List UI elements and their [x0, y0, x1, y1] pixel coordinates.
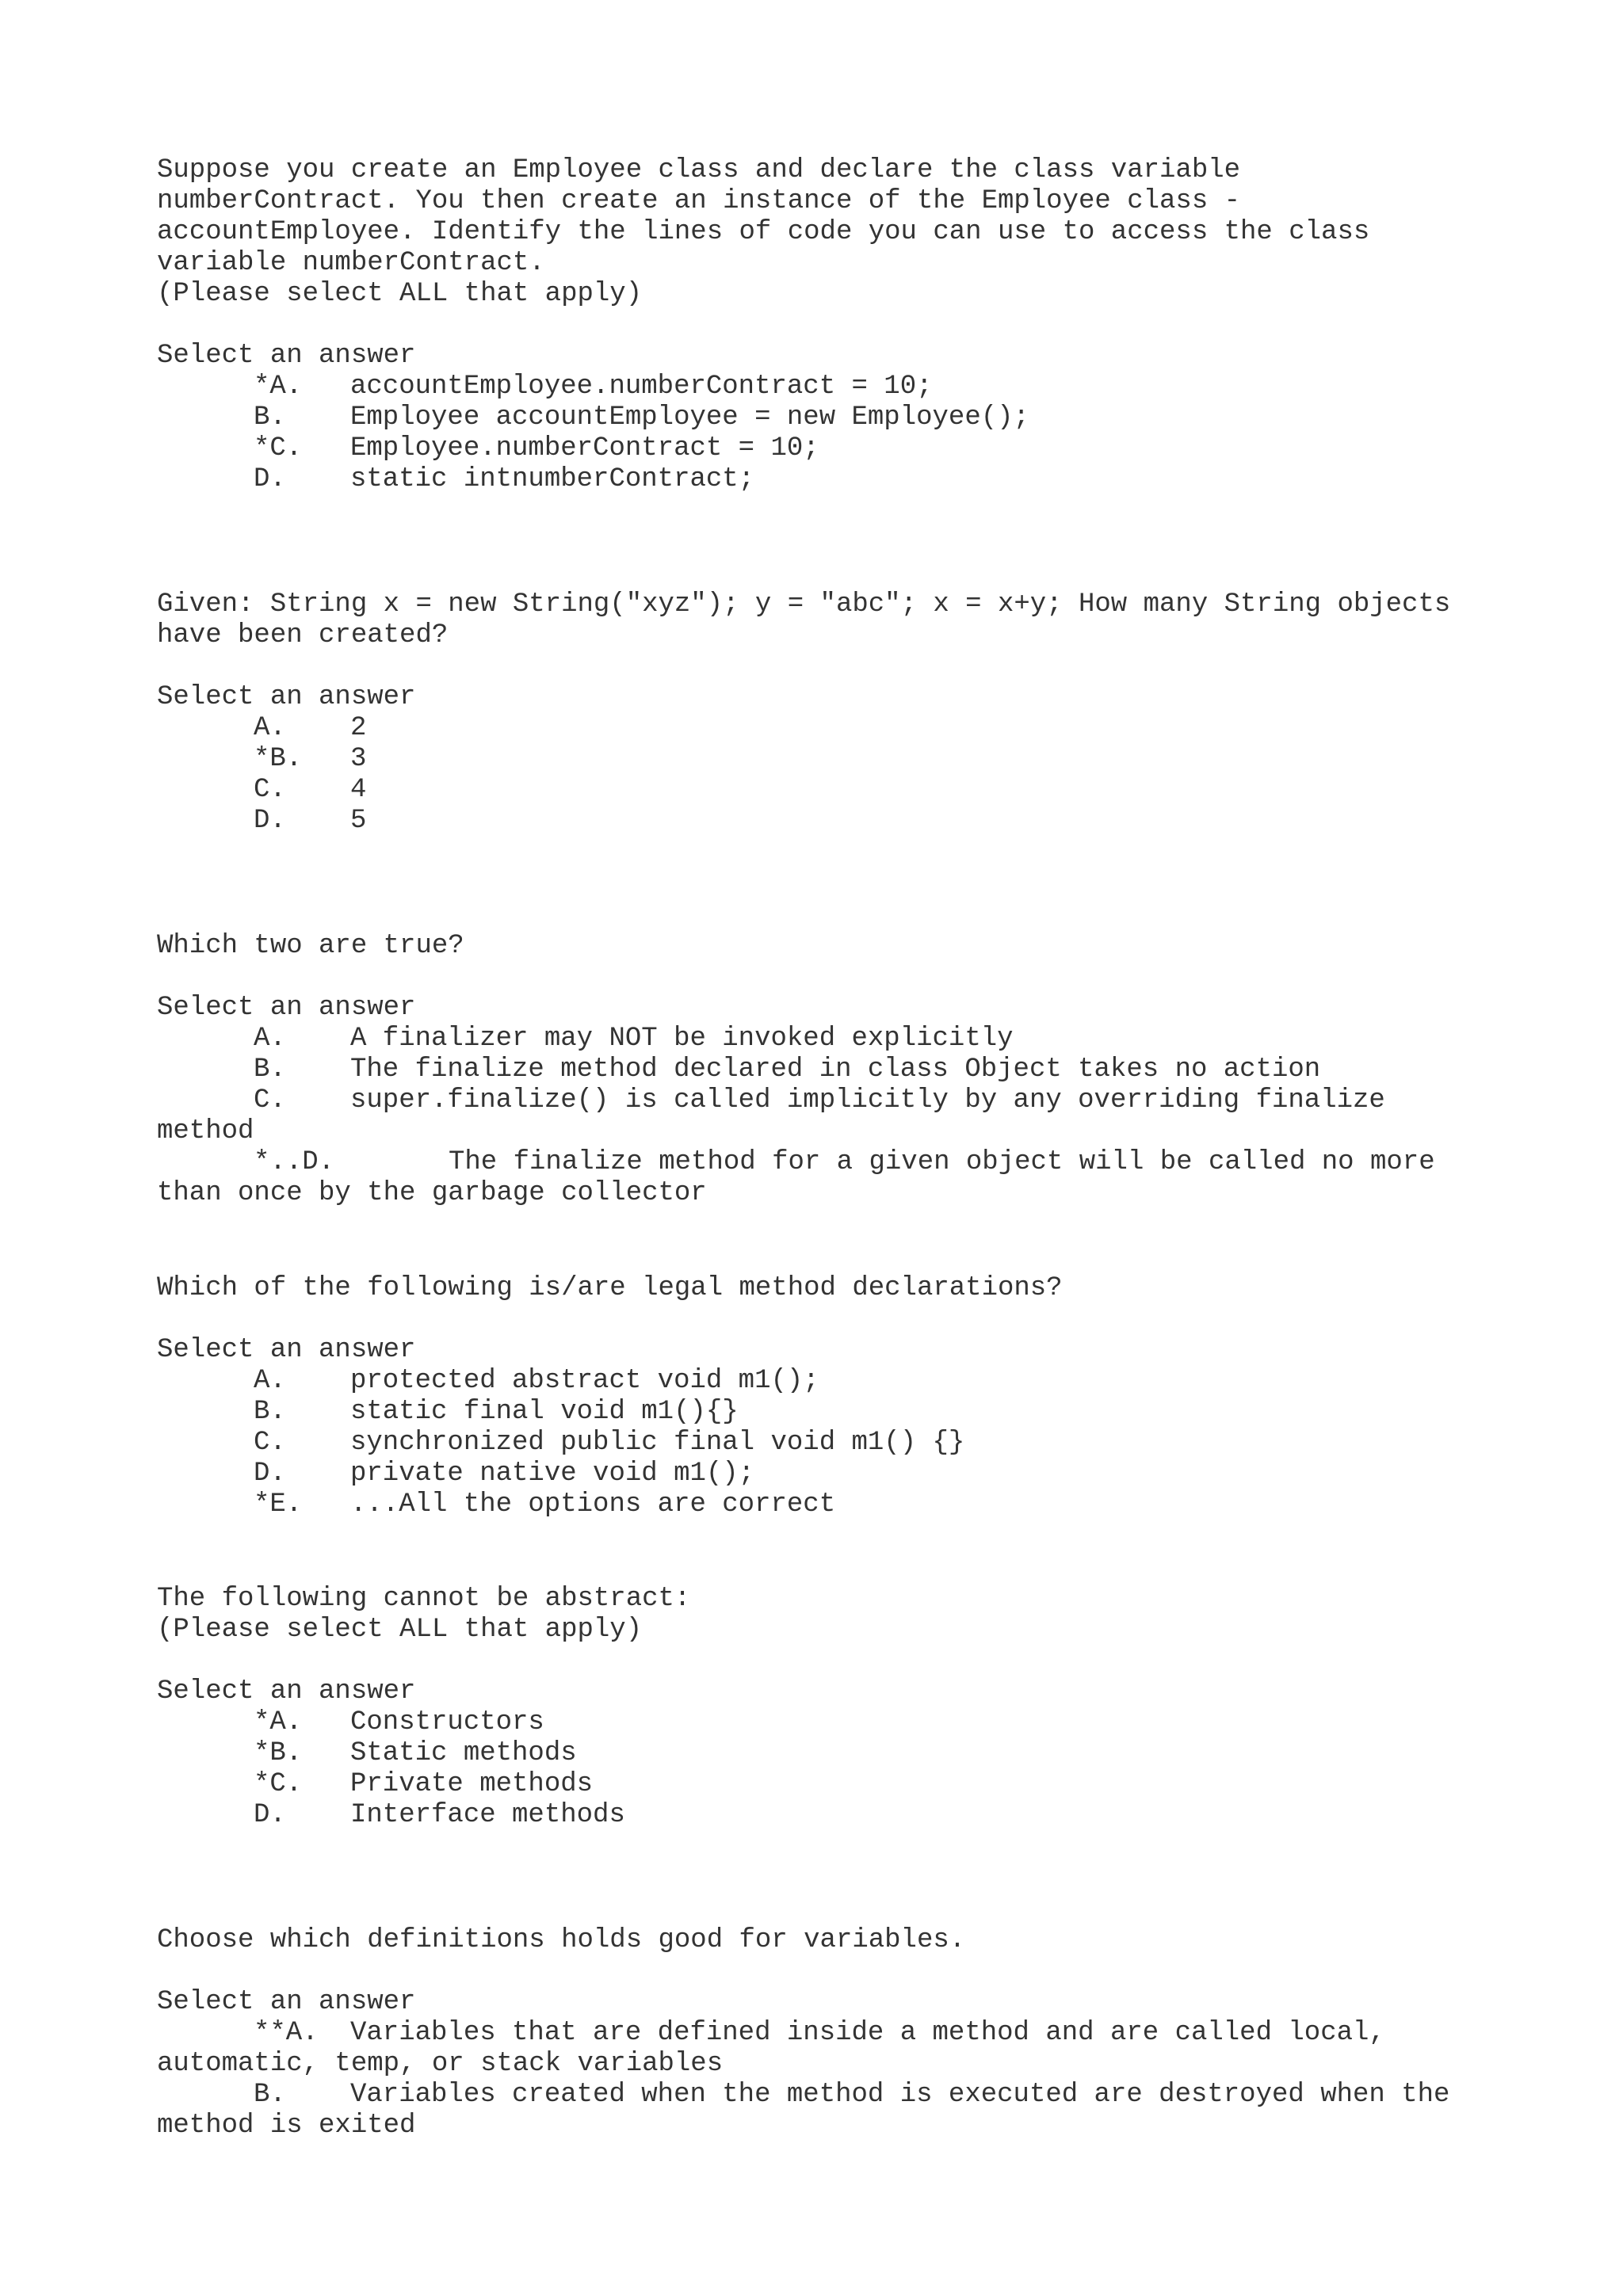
option-marker: D. — [254, 1459, 286, 1489]
option-text: accountEmployee.numberContract = 10; — [350, 372, 933, 402]
option-marker: C. — [254, 1428, 286, 1458]
option-text: 5 — [350, 806, 367, 836]
question-text-line: numberContract. You then create an instance of the Employee class - — [157, 186, 1241, 216]
option-marker: **A. — [254, 2018, 319, 2048]
option-marker: B. — [254, 1055, 286, 1085]
option-text: private native void m1(); — [350, 1459, 755, 1489]
question-text-line: accountEmployee. Identify the lines of code you can use to access the class — [157, 217, 1370, 247]
option-marker: *C. — [254, 433, 303, 463]
option-text: Employee accountEmployee = new Employee(); — [350, 402, 1029, 433]
option-marker: *B. — [254, 744, 303, 774]
question-text-line: Suppose you create an Employee class and declare the class variable — [157, 155, 1241, 185]
option-text: A finalizer may NOT be invoked explicitly — [350, 1024, 1014, 1054]
question-text-line: Choose which definitions holds good for variables. — [157, 1925, 966, 1955]
option-text: Variables that are defined inside a method and are called local, — [350, 2018, 1385, 2048]
question-text-line: Which of the following is/are legal method declarations? — [157, 1273, 1063, 1303]
option-marker: A. — [254, 1024, 286, 1054]
option-marker: D. — [254, 1800, 286, 1830]
option-marker: *A. — [254, 1707, 303, 1737]
option-marker: *A. — [254, 372, 303, 402]
option-text: Variables created when the method is executed are destroyed when the — [350, 2080, 1450, 2110]
option-marker: B. — [254, 402, 286, 433]
option-marker: *B. — [254, 1738, 303, 1768]
option-marker: A. — [254, 713, 286, 743]
option-marker: B. — [254, 1397, 286, 1427]
option-text: protected abstract void m1(); — [350, 1366, 819, 1396]
option-text: Static methods — [350, 1738, 577, 1768]
option-text: synchronized public final void m1() {} — [350, 1428, 965, 1458]
select-answer-label: Select an answer — [157, 1335, 416, 1365]
option-text: static intnumberContract; — [350, 464, 755, 494]
select-answer-label: Select an answer — [157, 993, 416, 1023]
option-text-wrap: automatic, temp, or stack variables — [157, 2049, 724, 2079]
option-text: The finalize method for a given object will be called no more — [449, 1147, 1435, 1177]
select-answer-label: Select an answer — [157, 1676, 416, 1707]
option-marker: A. — [254, 1366, 286, 1396]
option-text: 3 — [350, 744, 367, 774]
option-text: 2 — [350, 713, 367, 743]
question-text-line: Given: String x = new String("xyz"); y = "abc"; x = x+y; How many String objects — [157, 589, 1451, 620]
question-text-line: variable numberContract. — [157, 248, 545, 278]
option-marker: C. — [254, 775, 286, 805]
option-text-wrap: method — [157, 1116, 254, 1146]
select-answer-label: Select an answer — [157, 1987, 416, 2017]
option-marker: *E. — [254, 1489, 303, 1520]
option-marker: D. — [254, 464, 286, 494]
option-text: Interface methods — [350, 1800, 625, 1830]
option-text: Private methods — [350, 1769, 594, 1799]
option-text: 4 — [350, 775, 367, 805]
question-text-line: (Please select ALL that apply) — [157, 1615, 643, 1645]
option-text: Constructors — [350, 1707, 544, 1737]
option-marker: D. — [254, 806, 286, 836]
option-marker: B. — [254, 2080, 286, 2110]
option-text: super.finalize() is called implicitly by any overriding finalize — [350, 1085, 1385, 1116]
question-text-line: have been created? — [157, 620, 449, 650]
option-text: Employee.numberContract = 10; — [350, 433, 819, 463]
option-text-wrap: method is exited — [157, 2111, 416, 2141]
question-text-line: The following cannot be abstract: — [157, 1584, 691, 1614]
option-marker: *C. — [254, 1769, 303, 1799]
option-text: The finalize method declared in class Object takes no action — [350, 1055, 1321, 1085]
option-text-wrap: than once by the garbage collector — [157, 1178, 707, 1208]
select-answer-label: Select an answer — [157, 341, 416, 371]
question-text-line: (Please select ALL that apply) — [157, 279, 643, 309]
question-text-line: Which two are true? — [157, 931, 464, 961]
option-text: ...All the options are correct — [350, 1489, 836, 1520]
option-marker: C. — [254, 1085, 286, 1116]
option-text: static final void m1(){} — [350, 1397, 739, 1427]
select-answer-label: Select an answer — [157, 682, 416, 712]
option-marker: *..D. — [254, 1147, 335, 1177]
